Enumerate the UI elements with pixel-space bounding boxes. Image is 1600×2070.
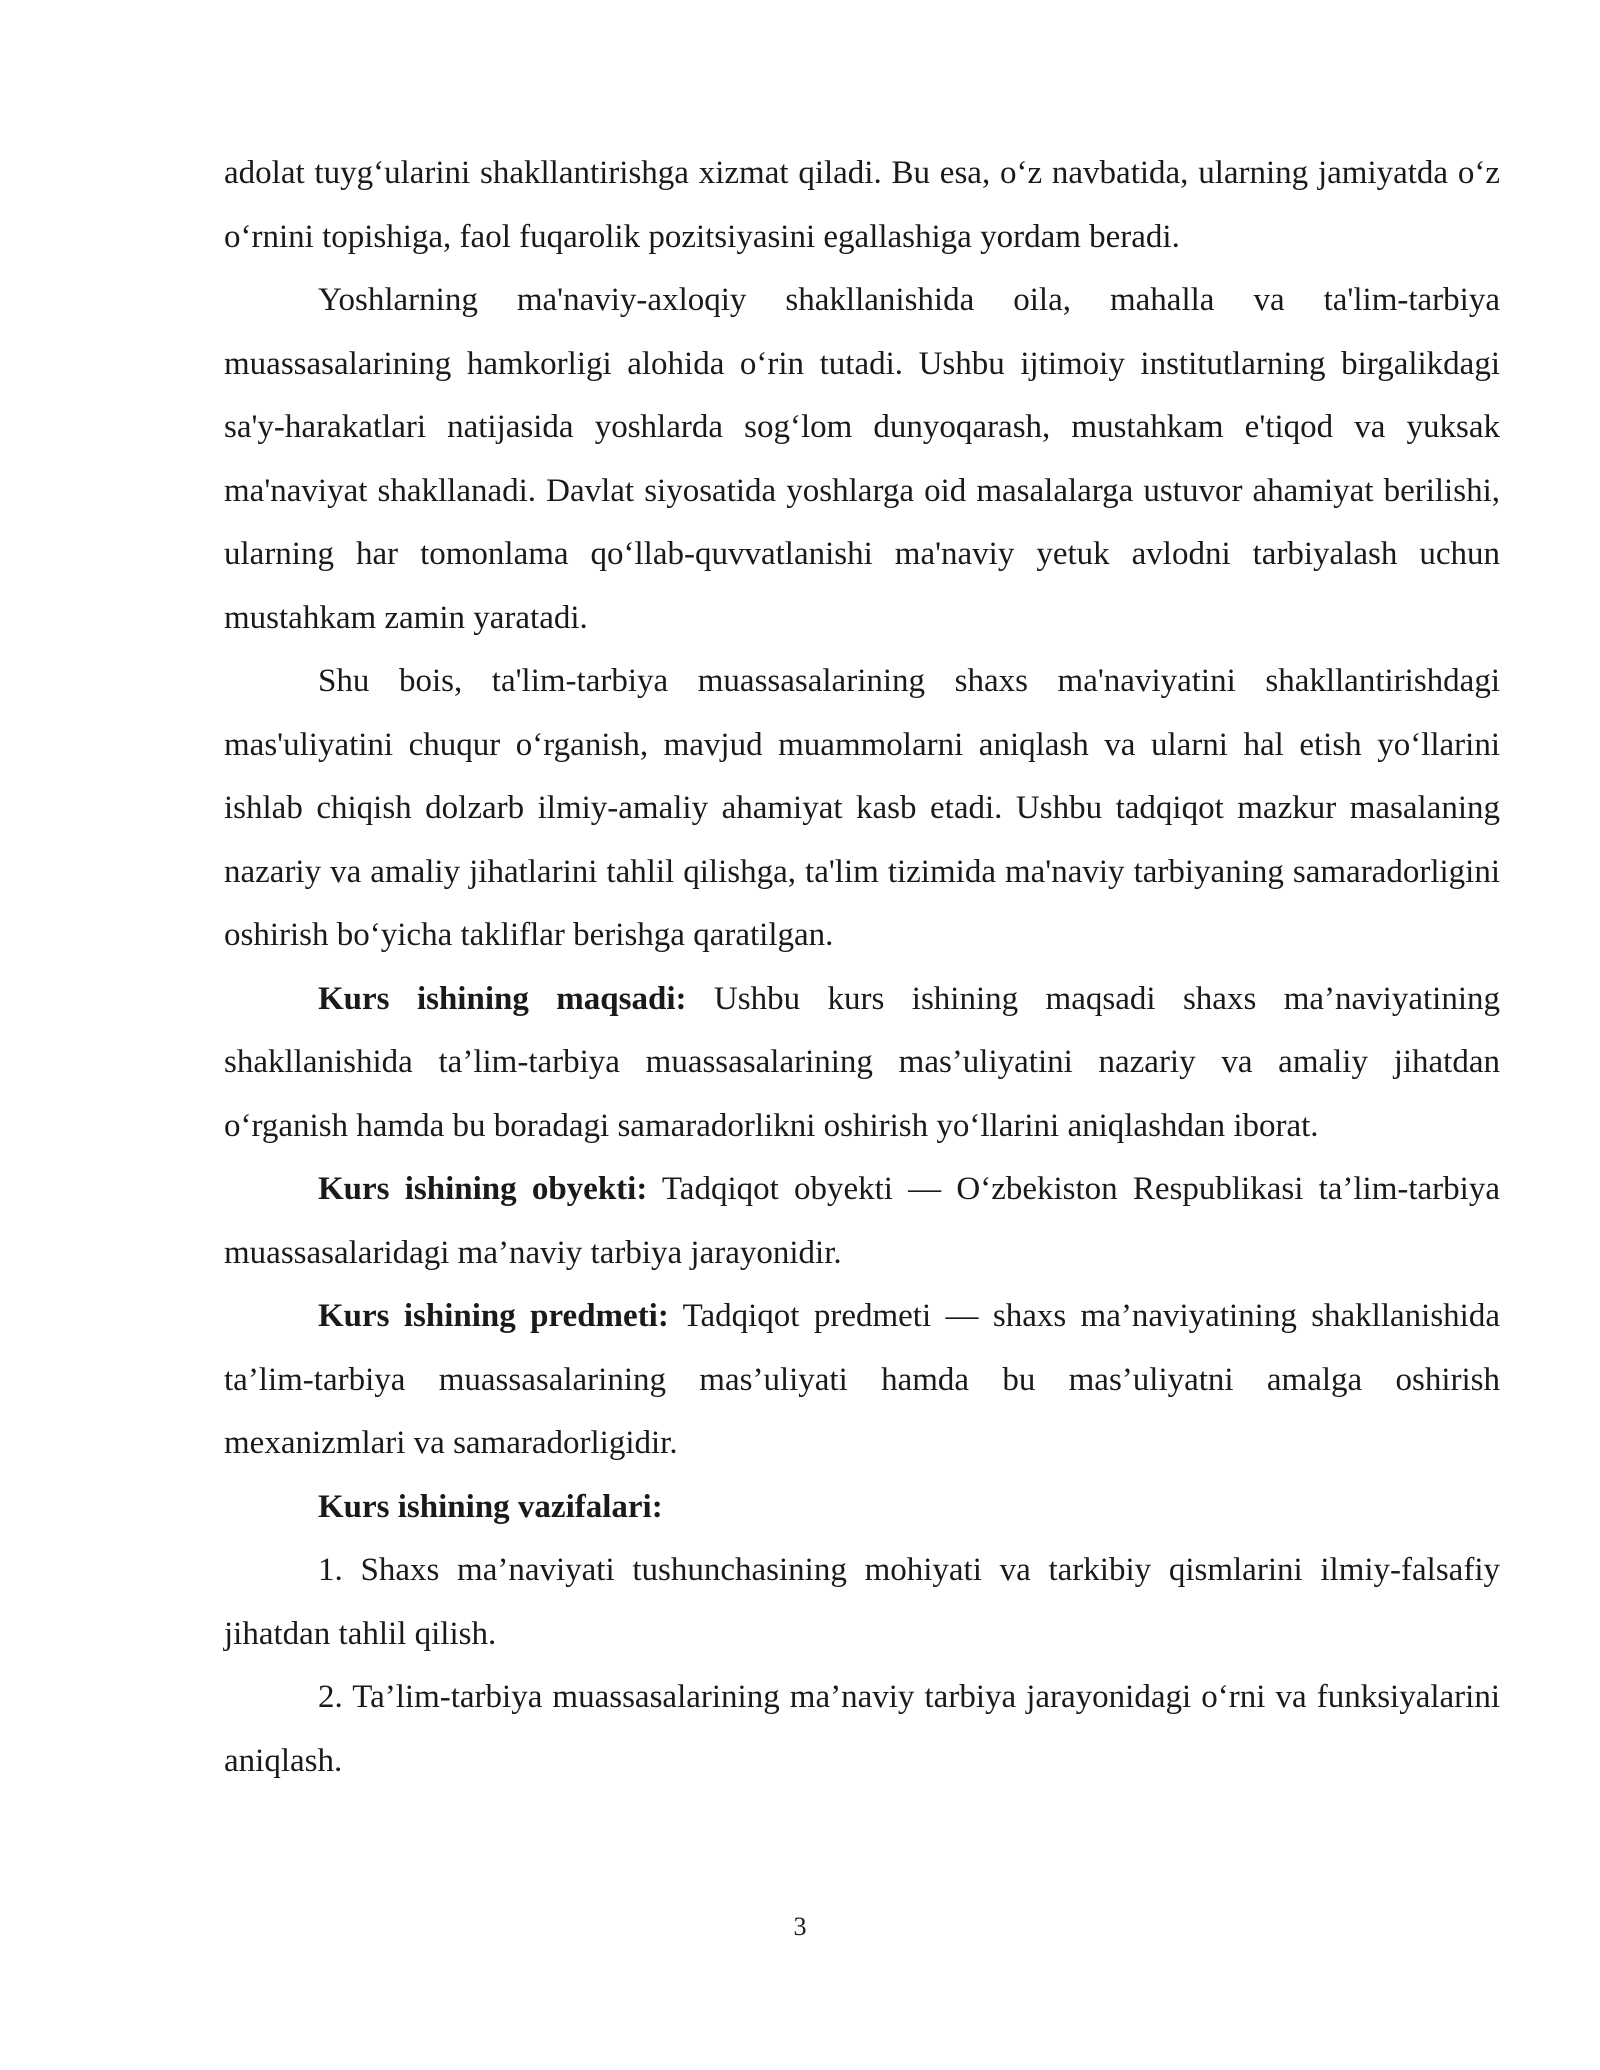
paragraph-object: [224, 1158, 1500, 1285]
paragraph-text: Tadqiqot predmeti — shaxs ma’naviyatining shakllanishida ta’lim-tarbiya muassasalarining mas’uliyati hamda bu mas’uliyatni amalga oshirish mexanizmlari va samaradorligidir.: [224, 1298, 1500, 1461]
task-item-1: [224, 1539, 1500, 1666]
paragraph-text: Shu bois, ta'lim-tarbiya muassasalarining shaxs ma'naviyatini shakllantirishdagi mas'uliyatini chuqur o‘rganish, mavjud muammolarni aniqlash va ularni hal etish yo‘llarini ishlab chiqish dolzarb ilmiy-amaliy ahamiyat kasb etadi. Ushbu tadqiqot mazkur masalaning nazariy va amaliy jihatlarini tahlil qilishga, ta'lim tizimida ma'naviy tarbiyaning samaradorligini oshirish bo‘yicha takliflar berishga qaratilgan.: [224, 663, 1500, 953]
paragraph-text: Ushbu kurs ishining maqsadi shaxs ma’naviyatining shakllanishida ta’lim-tarbiya muassasalarining mas’uliyatini nazariy va amaliy jihatdan o‘rganish hamda bu boradagi samaradorlikni oshirish yo‘llarini aniqlashdan iborat.: [224, 980, 1500, 1144]
task-text: 2. Ta’lim-tarbiya muassasalarining ma’naviy tarbiya jarayonidagi o‘rni va funksiyalarini aniqlash.: [224, 1679, 1500, 1779]
paragraph-subject: [224, 1285, 1500, 1476]
task-text: 1. Shaxs ma’naviyati tushunchasining mohiyati va tarkibiy qismlarini ilmiy-falsafiy jihatdan tahlil qilish.: [224, 1552, 1500, 1652]
document-body: [224, 142, 1500, 1793]
paragraph-youth-education: [224, 269, 1500, 650]
subject-label: Kurs ishining predmeti:: [318, 1298, 669, 1334]
page-number: 3: [793, 1912, 807, 1941]
paragraph-continuation: [224, 142, 1500, 269]
tasks-heading: [224, 1476, 1500, 1540]
task-item-2: [224, 1666, 1500, 1793]
paragraph-text: Tadqiqot obyekti — O‘zbekiston Respublikasi ta’lim-tarbiya muassasalaridagi ma’naviy tarbiya jarayonidir.: [224, 1171, 1500, 1271]
tasks-label: Kurs ishining vazifalari:: [318, 1488, 663, 1525]
object-label: Kurs ishining obyekti:: [318, 1171, 648, 1207]
paragraph-text: Yoshlarning ma'naviy-axloqiy shakllanishida oila, mahalla va ta'lim-tarbiya muassasalarining hamkorligi alohida o‘rin tutadi. Ushbu ijtimoiy institutlarning birgalikdagi sa'y-harakatlari natijasida yoshlarda sog‘lom dunyoqarash, mustahkam e'tiqod va yuksak ma'naviyat shakllanadi. Davlat siyosatida yoshlarga oid masalalarga ustuvor ahamiyat berilishi, ularning har tomonlama qo‘llab-quvvatlanishi ma'naviy yetuk avlodni tarbiyalash uchun mustahkam zamin yaratadi.: [224, 282, 1500, 636]
paragraph-aim: [224, 968, 1500, 1159]
aim-label: Kurs ishining maqsadi:: [318, 980, 687, 1017]
paragraph-text: adolat tuyg‘ularini shakllantirishga xizmat qiladi. Bu esa, o‘z navbatida, ularning jamiyatda o‘z o‘rnini topishiga, faol fuqarolik pozitsiyasini egallashiga yordam beradi.: [224, 155, 1500, 255]
paragraph-relevance: [224, 650, 1500, 968]
